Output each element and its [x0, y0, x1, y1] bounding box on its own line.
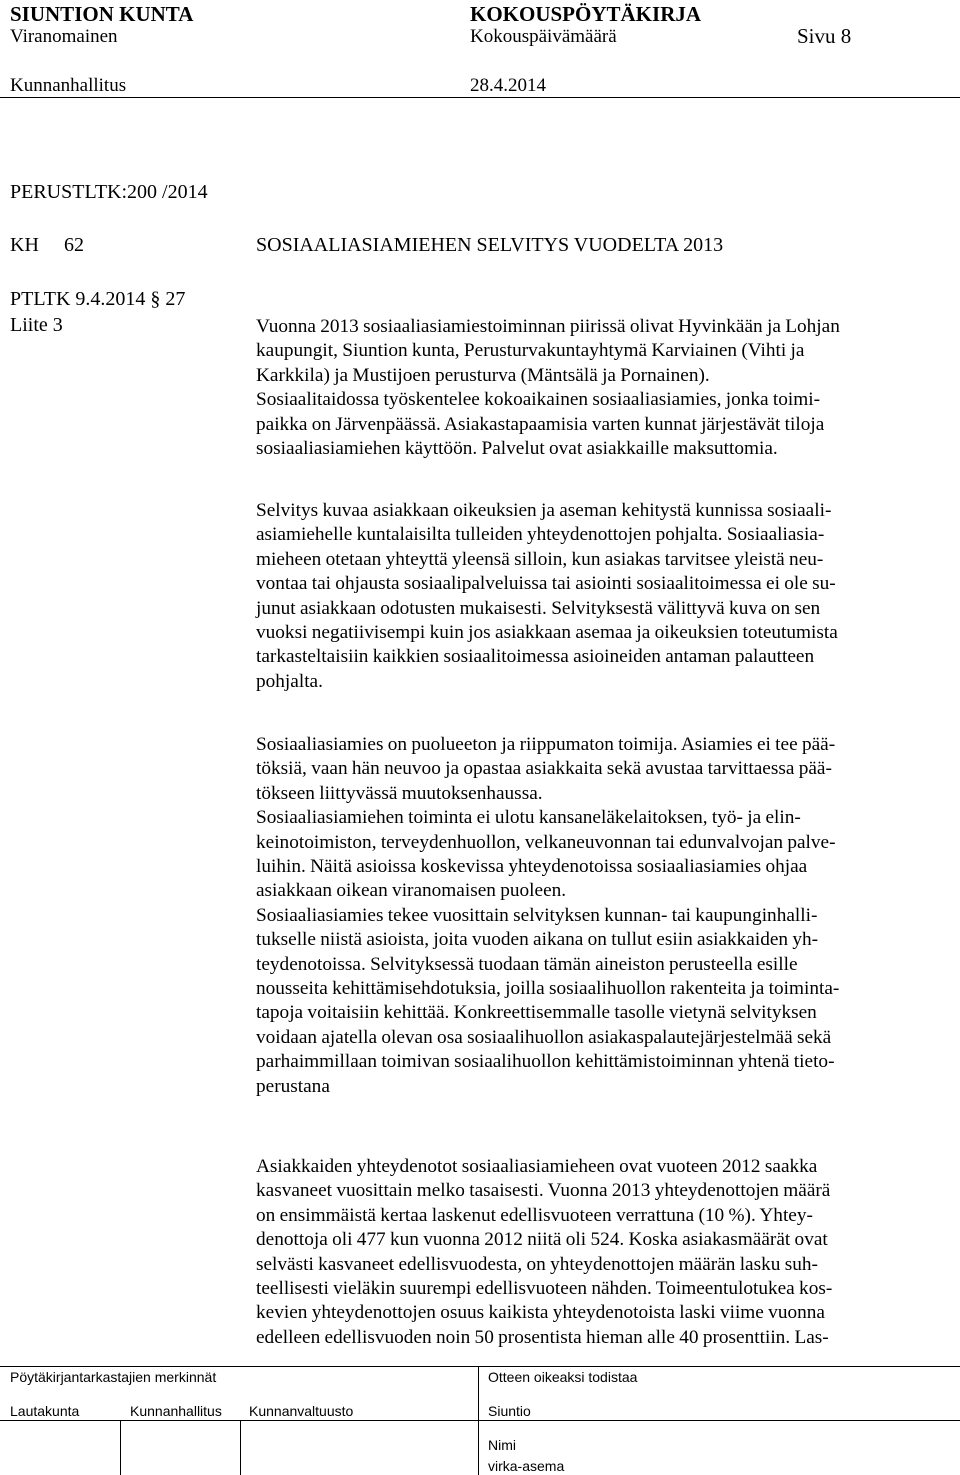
footer-divider-1: [120, 1420, 121, 1475]
footer-divider-2: [240, 1420, 241, 1475]
paragraph-text: Selvitys kuvaa asiakkaan oikeuksien ja aseman kehitystä kunnissa sosiaali- asiamiehelle kuntalaisilta tulleiden yhteydenottojen pohjalta. Sosiaaliasia- mieheen otetaan yhteyttä yleensä silloin, kun asiakas tarvitsee yleistä neu- vontaa tai ohjausta sosiaalipalveluissa tai asiointi sosiaalitoimessa ei ole su- junut asiakkaan odotusten mukaisesti. Selvityksestä välittyvä kuva on sen vuoksi negatiivisempi kuin jos asiakkaan asemaa ja oikeuksien toteutumista tarkasteltaisiin kaikkien sosiaalitoimessa asioineiden antaman palautteen pohjalta.: [256, 500, 838, 692]
paragraph-text: Vuonna 2013 sosiaaliasiamiestoiminnan piirissä olivat Hyvinkään ja Lohjan kaupungit, Siuntion kunta, Perusturvakuntayhtymä Karviainen (Vihti ja Karkkila) ja Mustijoen perusturva (Mäntsälä ja Pornainen). Sosiaalitaidossa työskentelee kokoaikainen sosiaaliasiamies, jonka toimi- paikka on Järvenpäässä. Asiakastapaamisia varten kunnat järjestävät tiloja sosiaaliasiamiehen käyttöön. Palvelut ovat asiakkaille maksuttomia.: [256, 316, 840, 460]
attachment-label: Liite 3: [10, 314, 63, 336]
lautakunta-label: Lautakunta: [10, 1403, 80, 1419]
kunnanvaltuusto-label: Kunnanvaltuusto: [249, 1403, 354, 1419]
body-paragraph-4: [256, 1155, 946, 1350]
body-paragraph-3: [256, 733, 946, 1099]
checkers-label: Pöytäkirjantarkastajien merkinnät: [10, 1369, 217, 1385]
ref-kh-number: 62: [64, 234, 84, 256]
item-title: SOSIAALIASIAMIEHEN SELVITYS VUODELTA 2013: [256, 234, 724, 256]
footer-top-rule: [0, 1366, 960, 1367]
authority: Kunnanhallitus: [10, 75, 127, 96]
footer-mid-rule: [0, 1420, 960, 1421]
authority-label: Viranomainen: [10, 26, 118, 47]
meeting-date: 28.4.2014: [470, 75, 546, 96]
ref-kh-code: KH: [10, 234, 39, 256]
place-label: Siuntio: [488, 1403, 531, 1419]
position-label: virka-asema: [488, 1458, 565, 1474]
ref-perustltk: PERUSTLTK:200 /2014: [10, 181, 208, 203]
date-label: Kokouspäivämäärä: [470, 26, 617, 47]
copy-certified-label: Otteen oikeaksi todistaa: [488, 1369, 638, 1385]
header-rule: [0, 97, 960, 98]
body-paragraph-2: [256, 499, 946, 694]
kunnanhallitus-label: Kunnanhallitus: [130, 1403, 222, 1419]
paragraph-text: Asiakkaiden yhteydenotot sosiaaliasiamieheen ovat vuoteen 2012 saakka kasvaneet vuosittain melko tasaisesti. Vuonna 2013 yhteydenottojen määrä on ensimmäistä kertaa laskenut edellisvuoteen verrattuna (10 %). Yhtey- denottoja oli 477 kun vuonna 2012 niitä oli 524. Koska asiakasmäärät ovat selvästi kasvaneet edellisvuodesta, on yhteydenottojen määrän lasku suh- teellisesti vieläkin suurempi edellisvuoteen nähden. Toimeentulotukea kos- kevien yhteydenottojen osuus kaikista yhteydenotoista laski viime vuonna edelleen edellisvuoden noin 50 prosentista hieman alle 40 prosenttiin. Las-: [256, 1156, 833, 1348]
paragraph-text: Sosiaaliasiamies on puolueeton ja riippumaton toimija. Asiamies ei tee pää- töksiä, vaan hän neuvoo ja opastaa asiakkaita sekä avustaa tarvittaessa pää- tökseen liittyvässä muutoksenhaussa. Sosiaaliasiamiehen toiminta ei ulotu kansaneläkelaitoksen, työ- ja elin- keinotoimiston, terveydenhuollon, velkaneuvonnan tai edunvalvojan palve- luihin. Näitä asioissa koskevissa yhteydenotoissa sosiaaliasiamies ohjaa asiakkaan oikean viranomaisen puoleen. Sosiaaliasiamies tekee vuosittain selvityksen kunnan- tai kaupunginhalli- tukselle niistä asioista, joita vuoden aikana on tullut esiin asiakkaiden yh- teydenotoissa. Selvityksessä tuodaan tämän aineiston perusteella esille nousseita kehittämisehdotuksia, joilla sosiaalihuollon rakenteita ja toiminta- tapoja voitaisiin kehittää. Konkreettisemmalle tasolle vietynä selvityksen voidaan ajatella olevan osa sosiaalihuollon asiakaspalautejärjestelmää sekä parhaimmillaan toimivan sosiaalihuollon kehittämistoiminnan yhtenä tieto- perustana: [256, 734, 840, 1097]
name-label: Nimi: [488, 1437, 516, 1453]
doc-type: KOKOUSPÖYTÄKIRJA: [470, 2, 702, 26]
page-number: Sivu 8: [797, 24, 852, 48]
org-name: SIUNTION KUNTA: [10, 2, 194, 26]
footer-divider-main: [478, 1366, 479, 1475]
ref-ptltk: PTLTK 9.4.2014 § 27: [10, 288, 186, 310]
body-paragraph-1: [256, 315, 946, 461]
